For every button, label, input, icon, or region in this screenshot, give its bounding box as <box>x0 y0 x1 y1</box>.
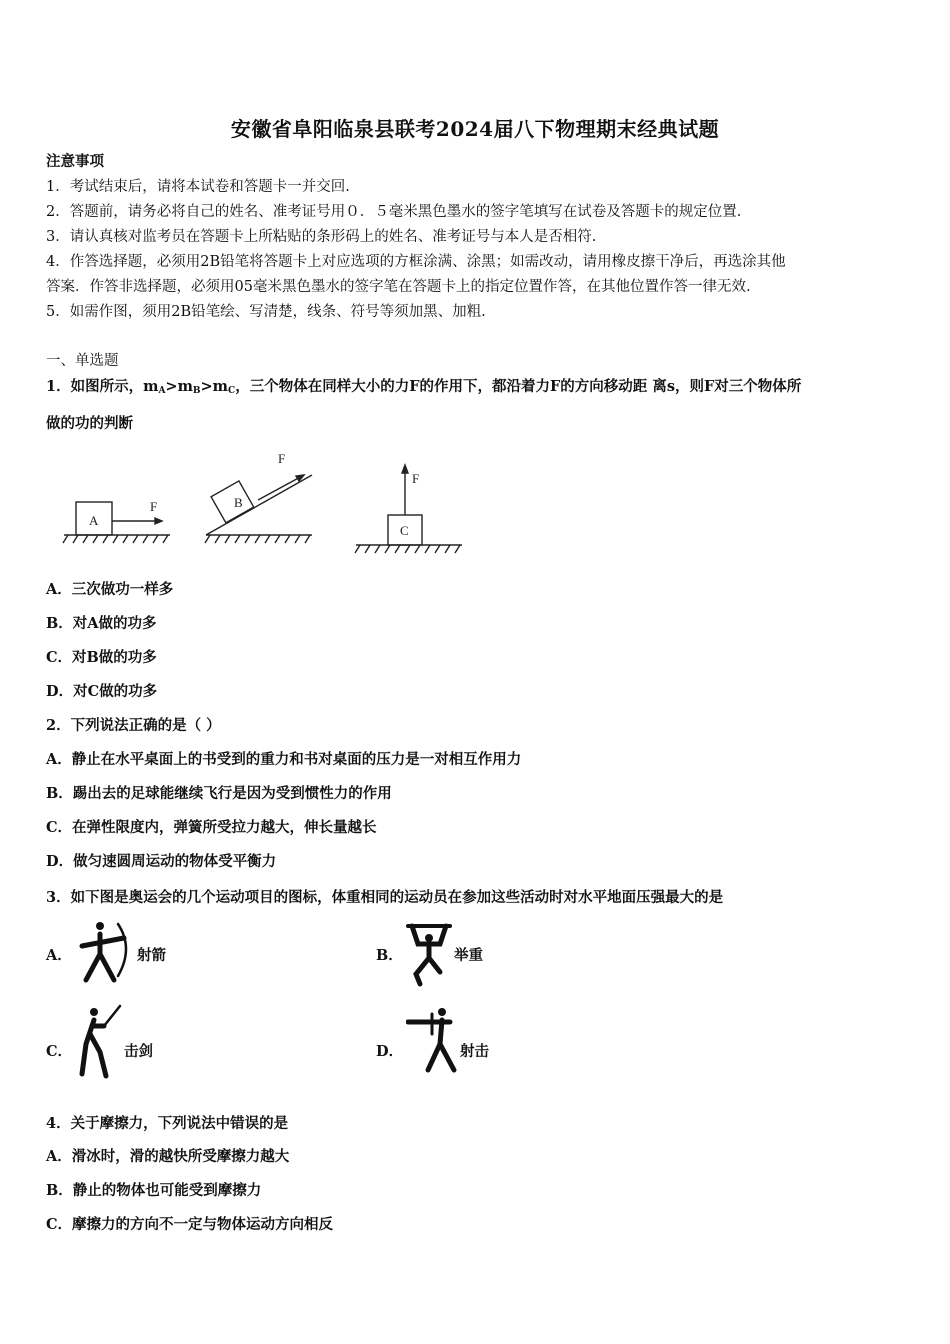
option: B．静止的物体也可能受到摩擦力 <box>46 1182 262 1199</box>
notice-item: 答案．作答非选择题，必须用05毫米黑色墨水的签字笔在答题卡上的指定位置作答，在其他位置作答一律无效. <box>46 279 751 295</box>
option-label: 击剑 <box>124 1043 153 1060</box>
option-letter: C． <box>46 1043 73 1060</box>
question-2-stem: 2．下列说法正确的是（ ） <box>46 717 221 734</box>
label-force: F <box>278 451 286 466</box>
option: B．对A做的功多 <box>46 615 157 632</box>
weightlifting-pictogram-icon <box>404 918 454 988</box>
archery-pictogram-icon <box>78 918 136 988</box>
force-diagram <box>58 445 478 557</box>
option: C．摩擦力的方向不一定与物体运动方向相反 <box>46 1216 334 1233</box>
option-letter: B． <box>376 947 403 964</box>
notice-heading: 注意事项 <box>46 153 104 170</box>
notice-item: 5．如需作图，须用2B铅笔绘、写清楚，线条、符号等须加黑、加粗. <box>46 304 486 320</box>
option: D．做匀速圆周运动的物体受平衡力 <box>46 853 277 870</box>
option: A．静止在水平桌面上的书受到的重力和书对桌面的压力是一对相互作用力 <box>46 751 522 768</box>
notice-item: 4．作答选择题，必须用2B铅笔将答题卡上对应选项的方框涂满、涂黑；如需改动，请用橡皮擦干净后，再选涂其他 <box>46 254 786 270</box>
block-b <box>211 481 254 523</box>
option: A．滑冰时，滑的越快所受摩擦力越大 <box>46 1148 290 1165</box>
option: C．在弹性限度内，弹簧所受拉力越大，伸长量越长 <box>46 819 377 836</box>
page-title: 安徽省阜阳临泉县联考2024届八下物理期末经典试题 <box>230 117 720 141</box>
question-1-stem-line2: 做的功的判断 <box>46 415 133 432</box>
option: B．踢出去的足球能继续飞行是因为受到惯性力的作用 <box>46 785 392 802</box>
question-1-stem: 1．如图所示，$m_A>m_B>m_C$，三个物体在同样大小的力F的作用下，都沿着力F的方向移动距 离s，则F对三个物体所 <box>46 378 802 396</box>
notice-item: 2．答题前，请务必将自己的姓名、准考证号用０．５毫米黑色墨水的签字笔填写在试卷及答题卡的规定位置. <box>46 204 742 220</box>
option-letter: D． <box>376 1043 404 1060</box>
option: A．三次做功一样多 <box>46 581 174 598</box>
option-letter: A． <box>46 947 72 964</box>
label-force: F <box>150 499 158 514</box>
fencing-pictogram-icon <box>76 1004 124 1080</box>
question-4-stem: 4．关于摩擦力，下列说法中错误的是 <box>46 1115 289 1132</box>
option: C．对B做的功多 <box>46 649 157 666</box>
shooting-pictogram-icon <box>406 1004 460 1076</box>
label-b: B <box>234 495 243 510</box>
section-heading: 一、单选题 <box>46 353 119 369</box>
option-label: 射击 <box>460 1043 489 1060</box>
option-label: 射箭 <box>137 947 166 964</box>
notice-item: 1．考试结束后，请将本试卷和答题卡一并交回. <box>46 179 350 195</box>
label-a: A <box>89 513 99 528</box>
option: D．对C做的功多 <box>46 683 158 700</box>
option-label: 举重 <box>454 947 483 964</box>
label-force: F <box>412 471 420 486</box>
question-3-stem: 3．如下图是奥运会的几个运动项目的图标，体重相同的运动员在参加这些活动时对水平地面压强最大的是 <box>46 889 724 906</box>
notice-item: 3．请认真核对监考员在答题卡上所粘贴的条形码上的姓名、准考证号与本人是否相符. <box>46 229 597 245</box>
label-c: C <box>400 523 409 538</box>
